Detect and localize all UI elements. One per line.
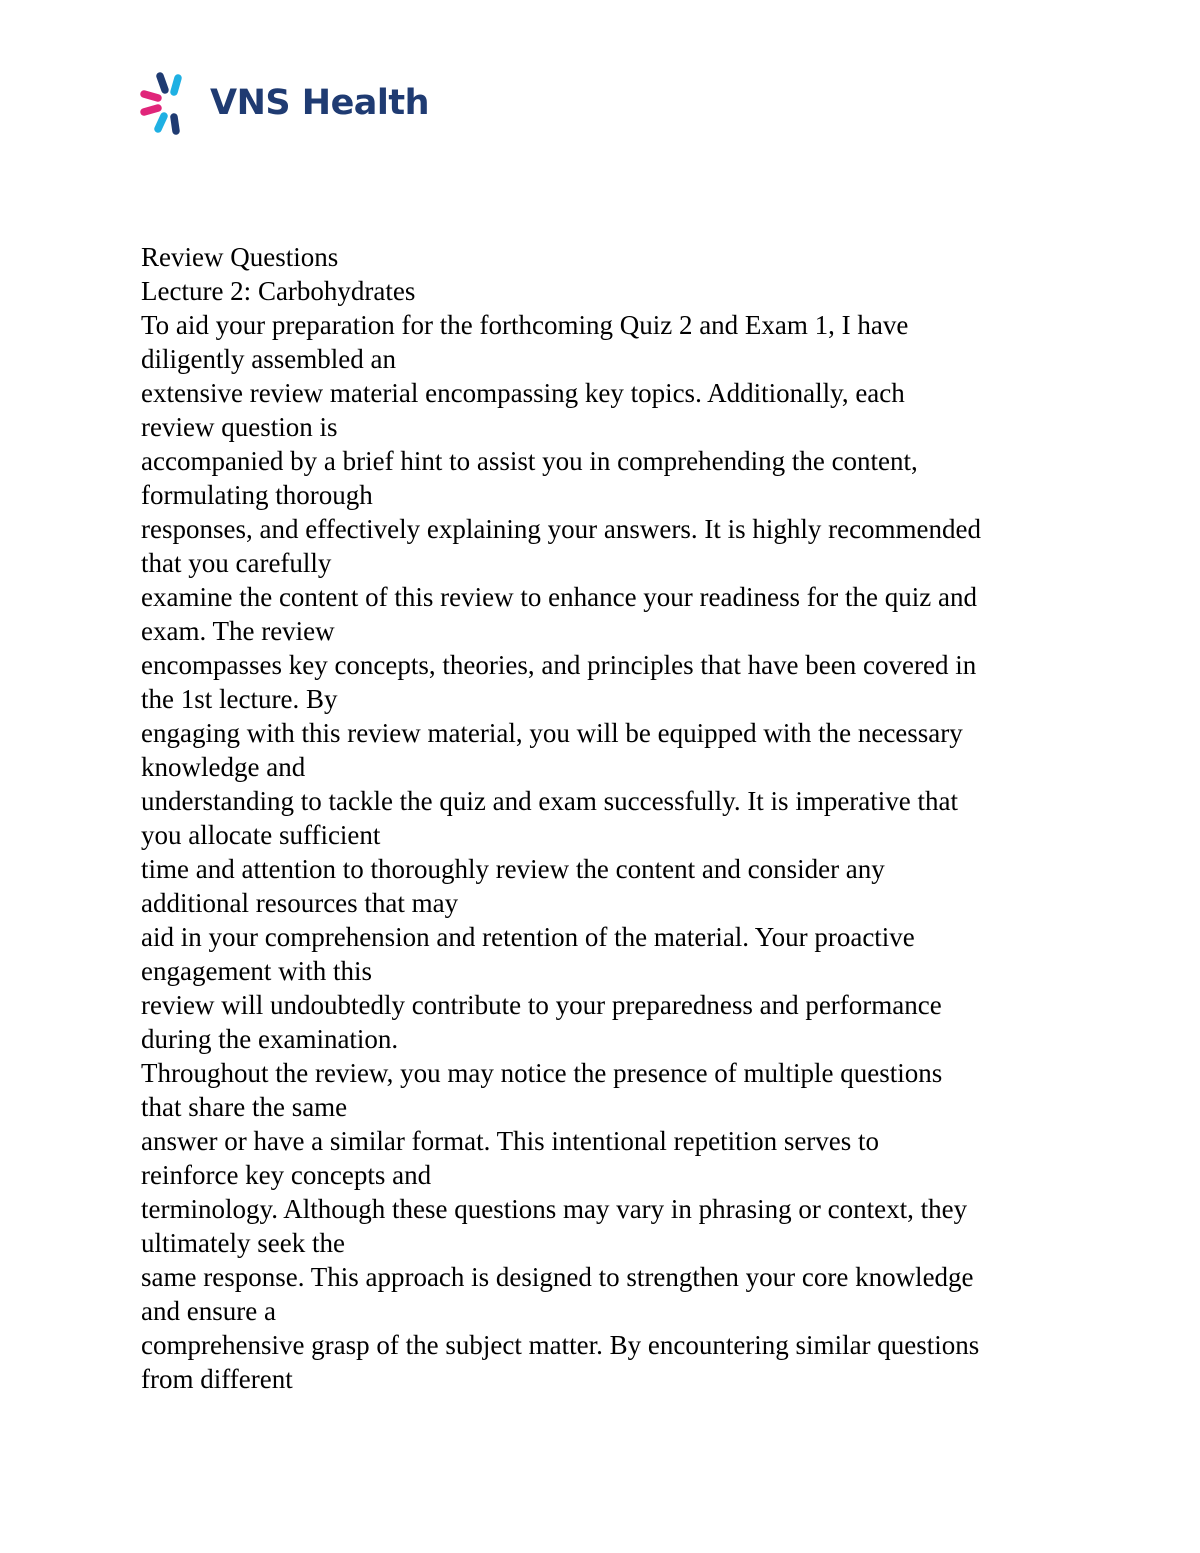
document-body xyxy=(141,240,1071,1396)
body-text-line: formulating thorough xyxy=(141,480,373,510)
body-text-line: you allocate sufficient xyxy=(141,820,381,850)
brand-name: VNS Health xyxy=(210,82,430,123)
brand-logo xyxy=(138,70,429,136)
body-text-line: responses, and effectively explaining your answers. It is highly recommended xyxy=(141,514,982,544)
body-text-line: encompasses key concepts, theories, and principles that have been covered in xyxy=(141,650,977,680)
body-text-line: additional resources that may xyxy=(141,888,459,918)
body-text-line: engaging with this review material, you will be equipped with the necessary xyxy=(141,718,963,748)
body-text-line: reinforce key concepts and xyxy=(141,1160,432,1190)
body-text-line: during the examination. xyxy=(141,1024,399,1054)
body-text-line: that you carefully xyxy=(141,548,332,578)
body-text-line: Throughout the review, you may notice the presence of multiple questions xyxy=(141,1058,943,1088)
body-text-line: review question is xyxy=(141,412,338,442)
body-text-line: knowledge and xyxy=(141,752,306,782)
body-text-line: review will undoubtedly contribute to your preparedness and performance xyxy=(141,990,942,1020)
body-text-line: ultimately seek the xyxy=(141,1228,345,1258)
body-text-line: To aid your preparation for the forthcoming Quiz 2 and Exam 1, I have xyxy=(141,310,909,340)
body-text-line: terminology. Although these questions may vary in phrasing or context, they xyxy=(141,1194,968,1224)
body-text-line: engagement with this xyxy=(141,956,372,986)
document-title: Review Questions xyxy=(141,242,339,272)
body-text-line: from different xyxy=(141,1364,293,1394)
burst-logo-icon xyxy=(138,70,204,136)
body-text-line: that share the same xyxy=(141,1092,348,1122)
body-text-line: and ensure a xyxy=(141,1296,276,1326)
body-text-line: examine the content of this review to enhance your readiness for the quiz and xyxy=(141,582,977,612)
body-text-line: same response. This approach is designed to strengthen your core knowledge xyxy=(141,1262,974,1292)
body-text-line: diligently assembled an xyxy=(141,344,396,374)
body-text-line: the 1st lecture. By xyxy=(141,684,338,714)
lecture-subtitle: Lecture 2: Carbohydrates xyxy=(141,276,416,306)
body-text-line: comprehensive grasp of the subject matter. By encountering similar questions xyxy=(141,1330,980,1360)
body-text-line: exam. The review xyxy=(141,616,335,646)
body-text-line: accompanied by a brief hint to assist you in comprehending the content, xyxy=(141,446,918,476)
body-text-line: answer or have a similar format. This intentional repetition serves to xyxy=(141,1126,880,1156)
body-text-line: aid in your comprehension and retention of the material. Your proactive xyxy=(141,922,915,952)
body-text-line: extensive review material encompassing key topics. Additionally, each xyxy=(141,378,905,408)
body-text-line: time and attention to thoroughly review the content and consider any xyxy=(141,854,885,884)
body-text-line: understanding to tackle the quiz and exam successfully. It is imperative that xyxy=(141,786,959,816)
